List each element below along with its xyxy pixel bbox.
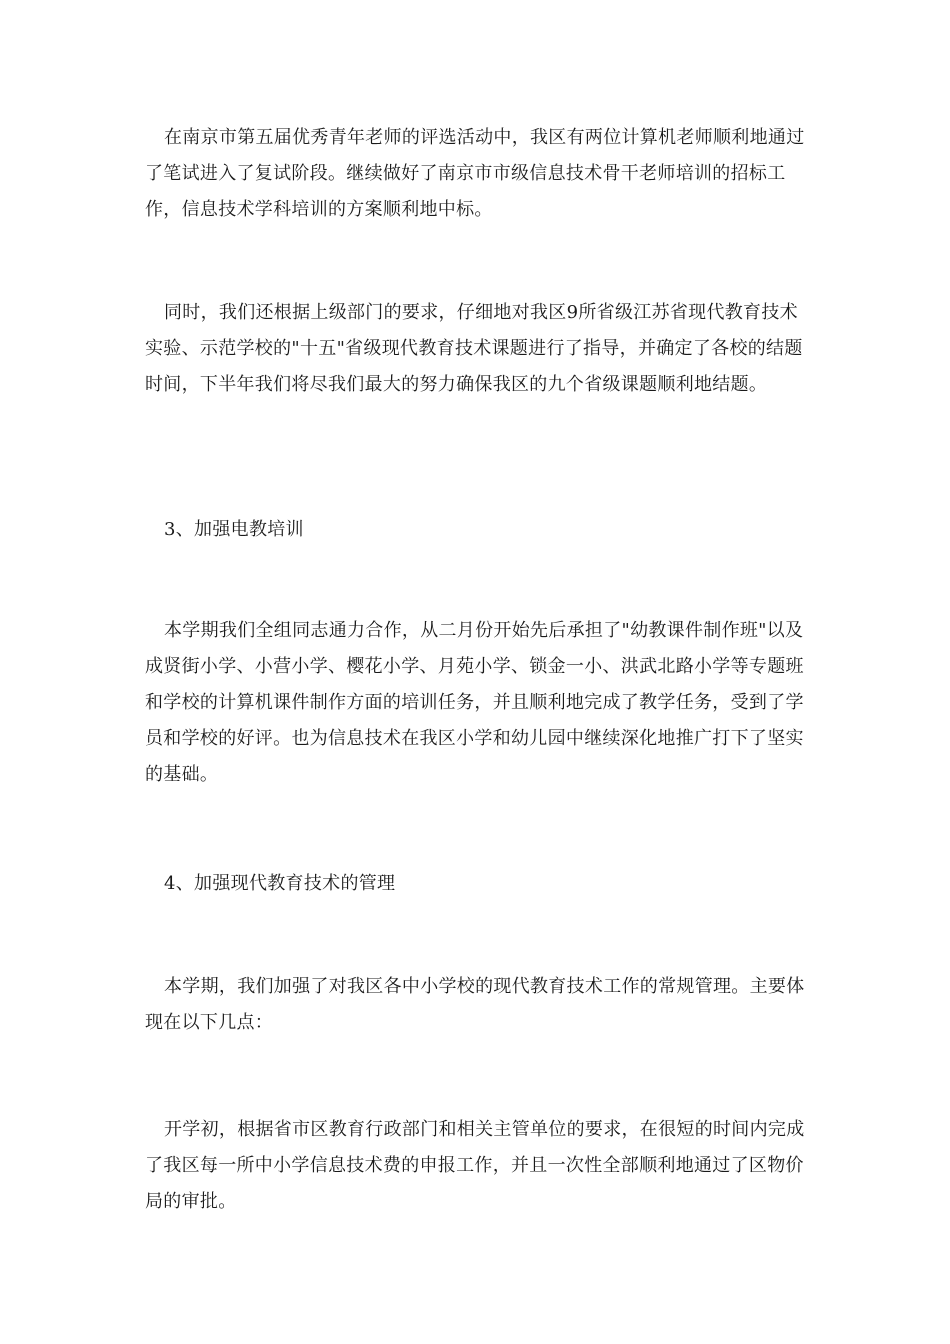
- paragraph-research-projects: 同时，我们还根据上级部门的要求，仔细地对我区9所省级江苏省现代教育技术实验、示范学校的"十五"省级现代教育技术课题进行了指导，并确定了各校的结题时间，下半年我们将尽我们最大的努力确保我区的九个省级课题顺利地结题。: [145, 302, 803, 395]
- paragraph-fee-application: 开学初，根据省市区教育行政部门和相关主管单位的要求，在很短的时间内完成了我区每一所中小学信息技术费的申报工作，并且一次性全部顺利地通过了区物价局的审批。: [145, 1119, 805, 1212]
- paragraph-training: 本学期我们全组同志通力合作，从二月份开始先后承担了"幼教课件制作班"以及成贤街小学、小营小学、樱花小学、月苑小学、锁金一小、洪武北路小学等专题班和学校的计算机课件制作方面的培训任务，并且顺利地完成了教学任务，受到了学员和学校的好评。也为信息技术在我区小学和幼儿园中继续深化地推广打下了坚实的基础。: [145, 620, 804, 785]
- paragraph-evaluation: 在南京市第五届优秀青年老师的评选活动中，我区有两位计算机老师顺利地通过了笔试进入了复试阶段。继续做好了南京市市级信息技术骨干老师培训的招标工作，信息技术学科培训的方案顺利地中标。: [145, 127, 805, 220]
- section-heading-management: 4、加强现代教育技术的管理: [164, 873, 396, 894]
- paragraph-management-intro: 本学期，我们加强了对我区各中小学校的现代教育技术工作的常规管理。主要体现在以下几点：: [145, 976, 805, 1033]
- section-heading-training: 3、加强电教培训: [164, 519, 304, 540]
